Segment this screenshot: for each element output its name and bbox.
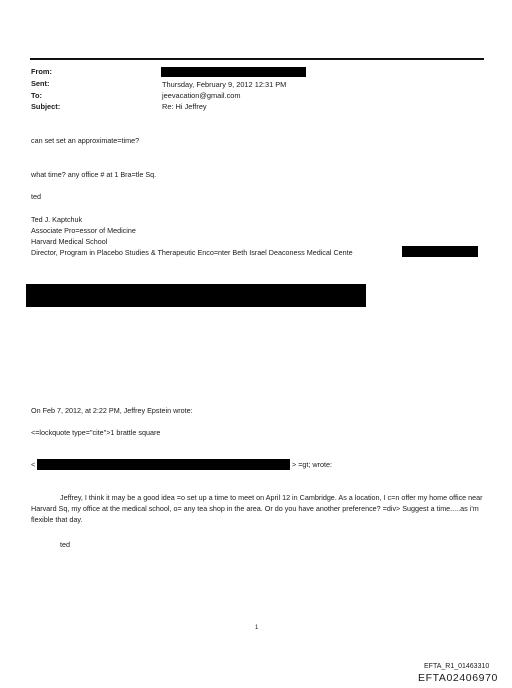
footer-id-small: EFTA_R1_01463310	[424, 663, 490, 670]
blockquote-line: <=lockquote type="cite">1 brattle square	[31, 428, 161, 437]
quote-wrote: > =gt; wrote:	[292, 460, 332, 469]
sent-value: Thursday, February 9, 2012 12:31 PM	[162, 80, 287, 89]
to-value: jeevacation@gmail.com	[162, 91, 241, 100]
signature-director: Director, Program in Placebo Studies & Therapeutic Enco=nter Beth Israel Deaconess Medical Cente	[31, 248, 353, 257]
sign-off-ted: ted	[60, 540, 70, 549]
from-label: From:	[31, 67, 52, 76]
sent-label: Sent:	[31, 79, 50, 88]
subject-label: Subject:	[31, 102, 61, 111]
page-number: 1	[255, 625, 259, 631]
subject-value: Re: Hi Jeffrey	[162, 102, 207, 111]
quote-header: On Feb 7, 2012, at 2:22 PM, Jeffrey Epstein wrote:	[31, 406, 193, 415]
email-redaction	[37, 459, 290, 470]
signature-redaction	[402, 246, 478, 257]
header-divider	[30, 58, 484, 60]
signature-school: Harvard Medical School	[31, 237, 108, 246]
body-line-approx-time: can set set an approximate=time?	[31, 136, 140, 145]
body-line-what-time: what time? any office # at 1 Bra=tle Sq.	[31, 170, 157, 179]
from-redaction	[161, 67, 306, 77]
quote-lt: <	[31, 460, 36, 469]
signature-title: Associate Pro=essor of Medicine	[31, 226, 136, 235]
footer-id-large: EFTA02406970	[418, 672, 498, 684]
body-line-ted: ted	[31, 192, 41, 201]
to-label: To:	[31, 91, 42, 100]
quoted-paragraph: Jeffrey, I think it may be a good idea =o set up a time to meet on April 12 in Cambridge. As a location, I c=n offer my home office near Harvard Sq, my office at the medical school, o= any tea shop in the area. Or do you have another preference? =div> Suggest a time.....as i'm flexible that day.	[31, 493, 483, 524]
signature-name: Ted J. Kaptchuk	[31, 215, 83, 224]
large-redaction	[26, 284, 366, 307]
